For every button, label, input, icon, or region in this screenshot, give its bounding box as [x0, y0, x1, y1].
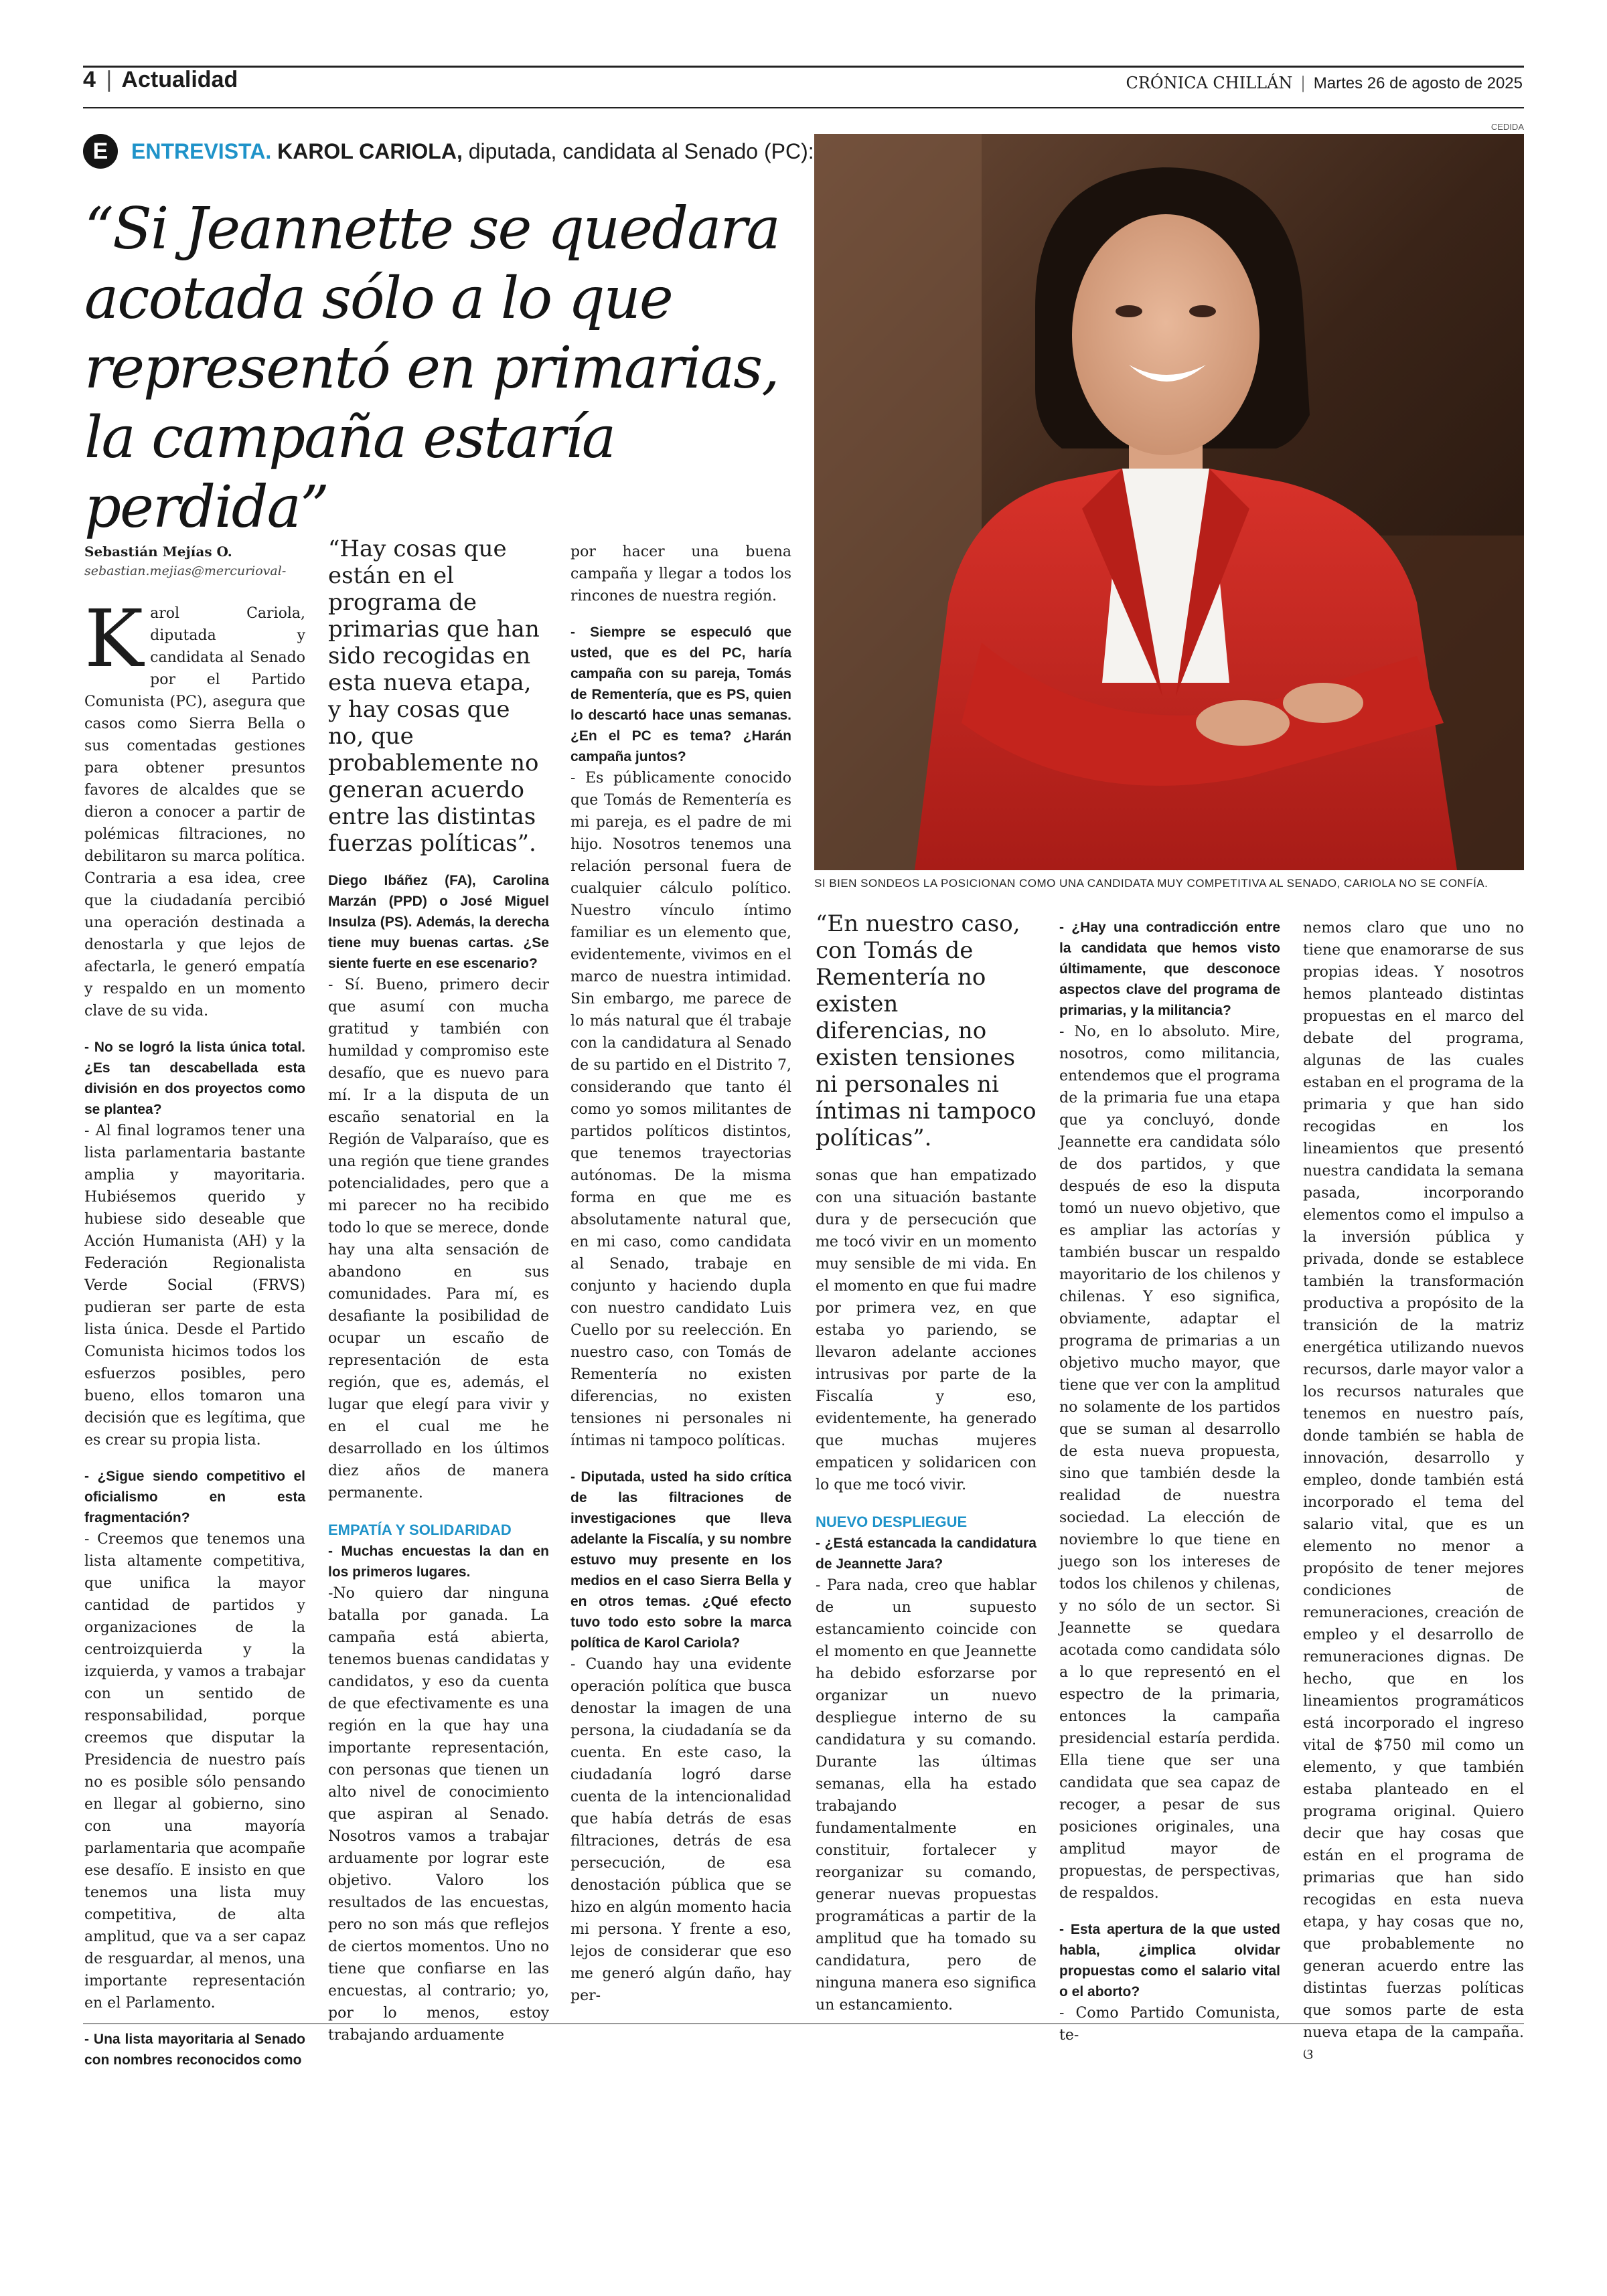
answer: - No, en lo absoluto. Mire, nosotros, como militancia, entendemos que el programa de la primaria fue una etapa que ya concluyó, donde Jeannette era candidata sólo de dos partidos, y que después de eso la disputa tomó un nuevo objetivo, que es ampliar las actorías y también buscar un respaldo mayoritario de los chilenos y chilenas. Y eso significa, obviamente, adaptar el programa de primarias a un objetivo mucho mayor, que tiene que ver con la amplitud no solamente de los partidos que se suman al desarrollo de esta nueva propuesta, sino que también desde la realidad de nuestra sociedad. La elección de noviembre lo que tiene en juego son los intereses de todos los chilenos y chilenas, y no sólo de un sector. Si Jeannette se quedara acotada como candidata sólo a lo que representó en el espectro de la primaria, entonces la campaña presidencial estaría perdida. Ella tiene que ser una candidata que sea capaz de recoger, a pesar de sus posiciones originales, una amplitud mayor de propuestas, de perspectivas, de respaldos.	[1059, 1023, 1280, 1902]
portrait-illustration	[814, 134, 1524, 870]
answer: - Sí. Bueno, primero decir que asumí con mucha gratitud y también con humildad y compromiso este desafío, que es nuevo para mí. Ir a la disputa de un escaño senatorial en la Región de Valparaíso, que es una región que tiene grandes potencialidades, pero que a mi parecer no ha recibido todo lo que se merece, donde hay una alta sensación de abandono en sus comunidades. Para mí, es desafiante la posibilidad de ocupar un escaño de representación de esta región, que es, además, el lugar que elegí para vivir y en el cual me he desarrollado en los últimos diez años de manera permanente.	[328, 977, 549, 1501]
pull-quote-1: “Hay cosas que están en el programa de primarias que han sido recogidas en esta nueva etapa, y hay cosas que no, que probablemente no generan acuerdo entre las distintas fuerzas políticas”.	[328, 536, 540, 857]
section-name: Actualidad	[121, 67, 238, 92]
photo-credit: CEDIDA	[1490, 122, 1524, 132]
answer: - Es públicamente conocido que Tomás de Rementería es mi pareja, es el padre de mi hijo. Nosotros tenemos una relación personal fuera de cualquier cálculo político. Nuestro vínculo íntimo familiar es un elemento que, evidentemente, vivimos en el marco de nuestra intimidad. Sin embargo, me parece de lo más natural que él trabaje con la candidatura al Senado de su partido en el Distrito 7, considerando que tanto él como yo somos militantes de partidos políticos distintos, que tenemos trayectorias autónomas. De la misma forma en que me es absolutamente natural que, en mi caso, como candidata al Senado, trabaje en conjunto y haciendo dupla con nuestro candidato Luis Cuello por su reelección. En nuestro caso, con Tomás de Rementería no existen diferencias, no existen tensiones ni personales ni íntimas ni tampoco políticas.	[570, 770, 791, 1449]
interview-badge: E	[83, 134, 118, 169]
question: - Una lista mayoritaria al Senado con nombres reconocidos como	[84, 2032, 305, 2068]
question: - No se logró la lista única total. ¿Es tan descabellada esta división en dos proyectos como se plantea?	[84, 1040, 305, 1117]
kicker-name: KAROL CARIOLA,	[277, 139, 463, 163]
photo-caption: SI BIEN SONDEOS LA POSICIONAN COMO UNA CANDIDATA MUY COMPETITIVA AL SENADO, CARIOLA NO SE CONFÍA.	[814, 877, 1488, 890]
answer: por hacer una buena campaña y llegar a todos los rincones de nuestra región.	[570, 544, 791, 604]
column-5	[1059, 917, 1280, 2046]
footer-rule	[83, 2023, 1524, 2024]
question: - ¿Sigue siendo competitivo el oficialismo en esta fragmentación?	[84, 1469, 305, 1526]
answer	[1303, 917, 1524, 2066]
subheading: NUEVO DESPLIEGUE	[816, 1513, 968, 1530]
column-6	[1303, 917, 1524, 2066]
issue-date: Martes 26 de agosto de 2025	[1313, 74, 1523, 92]
answer: sonas que han empatizado con una situación bastante dura y de persecución que me tocó vivir en un momento muy sensible de mi vida. En el momento en que fui madre por primera vez, en que estaba yo pariendo, se llevaron adelante acciones intrusivas por parte de la Fiscalía y eso, evidentemente, ha generado que muchas mujeres empaticen y solidaricen con lo que me tocó vivir.	[816, 1167, 1037, 1493]
question: - Siempre se especuló que usted, que es del PC, haría campaña con su pareja, Tomás de Rementería, que es PS, quien lo descartó hace unas semanas. ¿En el PC es tema? ¿Harán campaña juntos?	[570, 625, 791, 764]
publication-name: CRÓNICA CHILLÁN	[1126, 74, 1293, 92]
answer: - Creemos que tenemos una lista altamente competitiva, que unifica la mayor cantidad de partidos y organizaciones de la centroizquierda y la izquierda, y vamos a trabajar con un sentido de responsabilidad, porque creemos que disputar la Presidencia de nuestro país no es posible sólo pensando en llegar al gobierno, sino con una mayoría parlamentaria que acompañe ese desafío. E insisto en que tenemos una lista muy competitiva, de alta amplitud, que va a ser capaz de resguardar, al menos, una importante representación en el Parlamento.	[84, 1531, 305, 2012]
kicker-role: diputada, candidata al Senado (PC):	[468, 139, 814, 163]
answer-text: nemos claro que uno no tiene que enamorarse de sus propias ideas. Y nosotros hemos planteado distintas propuestas en el marco del debate del programa, algunas de las cuales estaban en el programa de la primaria y que han sido recogidas en los lineamientos que presentó nuestra candidata la semana pasada, incorporando elementos como el impulso a la inversión pública y privada, donde se establece también la transformación productiva a propósito de la transición de la matriz energética utilizando nuevos recursos, darle mayor valor a los recursos naturales que tenemos en nuestro país, donde también se habla de innovación, desarrollo y empleo, donde también está incorporado el tema del salario vital, que es un elemento no menor a propósito de tener mejores condiciones de remuneraciones, creación de empleo y el desarrollo de remuneraciones dignas. De hecho, que en los lineamientos programáticos está incorporado el ingreso vital de $750 mil como un elemento, y que también estaba planteado en el programa original. Quiero decir que hay cosas que están en el programa de primarias que han sido recogidas en esta nueva etapa, y hay cosas que no, que probablemente no generan acuerdo entre las distintas fuerzas políticas que somos parte de esta nueva etapa de la campaña.	[1303, 920, 1524, 2041]
question: Diego Ibáñez (FA), Carolina Marzán (PPD) o José Miguel Insulza (PS). Además, la derecha tiene muy buenas cartas. ¿Se siente fuerte en ese escenario?	[328, 873, 549, 971]
question: - ¿Hay una contradicción entre la candidata que hemos visto últimamente, que desconoce aspectos clave del programa de primarias, y la militancia?	[1059, 920, 1280, 1018]
kicker-label: ENTREVISTA.	[131, 139, 272, 163]
answer: - Al final logramos tener una lista parlamentaria bastante amplia y mayoritaria. Hubiésemos querido y hubiese sido deseable que Acción Humanista (AH) y la Federación Regionalista Verde Social (FRVS) pudieran ser parte de esta lista única. Desde el Partido Comunista hicimos todos los esfuerzos posibles, pero bueno, ellos tomaron una decisión que es legítima, que es crear su propia lista.	[84, 1123, 305, 1449]
answer: - Para nada, creo que hablar de un supuesto estancamiento coincide con el momento en que Jeannette ha debido esforzarse por organizar un nuevo despliegue interno de su candidatura y su comando. Durante las últimas semanas, ella ha estado trabajando fundamentalmente en constituir, fortalecer y reorganizar su comando, generar nuevas propuestas programáticas a partir de la amplitud que ha tomado su candidatura, pero de ninguna manera eso significa un estancamiento.	[816, 1577, 1037, 2014]
answer: -No quiero dar ninguna batalla por ganada. La campaña está abierta, tenemos buenas candidatas y candidatos, y eso da cuenta de que efectivamente es una región en la que hay una importante representación, con personas que tienen un alto nivel de conocimiento que aspiran al Senado. Nosotros vamos a trabajar arduamente por lograr este objetivo. Valoro los resultados de las encuestas, pero no son más que reflejos de ciertos momentos. Uno no tiene que confiarse en las encuestas, al contrario; yo, por lo menos, estoy trabajando arduamente	[328, 1585, 549, 2044]
end-mark-icon: ଓ	[1303, 2046, 1314, 2063]
page-number: 4	[83, 67, 96, 92]
answer: - Cuando hay una evidente operación política que busca denostar la imagen de una persona, la ciudadanía se da cuenta. En este caso, la ciudadanía logró darse cuenta de la intencionalidad que había detrás de esas filtraciones, detrás de esa persecución, de esa denostación pública que se hizo en algún momento hacia mi persona. Y frente a eso, lejos de considerar que eso me generó algún daño, hay per-	[570, 1656, 791, 2004]
header-rule	[83, 107, 1524, 108]
column-4	[816, 1165, 1037, 2016]
top-rule	[83, 66, 1524, 68]
intro-paragraph	[84, 592, 305, 1022]
byline-author: Sebastián Mejías O.	[84, 544, 232, 560]
masthead-info: CRÓNICA CHILLÁN | Martes 26 de agosto de 2025	[1126, 74, 1523, 92]
pull-quote-2: “En nuestro caso, con Tomás de Rementería no existen diferencias, no existen tensiones ni personales ni íntimas ni tampoco políticas”.	[816, 910, 1037, 1151]
portrait-photo	[814, 134, 1524, 870]
page-folio: 4 | Actualidad	[83, 67, 238, 92]
kicker-line	[131, 139, 814, 164]
column-3	[570, 541, 791, 2007]
subheading: EMPATÍA Y SOLIDARIDAD	[328, 1522, 512, 1538]
question: - ¿Está estancada la candidatura de Jeannette Jara?	[816, 1536, 1037, 1572]
answer: - Como Partido Comunista, te-	[1059, 2005, 1280, 2044]
question: - Diputada, usted ha sido crítica de las filtraciones de investigaciones que lleva adelante la Fiscalía, y su nombre estuvo muy presente en los medios en el caso Sierra Bella y en otros temas. ¿Qué efecto tuvo todo esto sobre la marca política de Karol Cariola?	[570, 1469, 791, 1651]
question: - Esta apertura de la que usted habla, ¿implica olvidar propuestas como el salario vital o el aborto?	[1059, 1922, 1280, 1999]
byline-email: sebastian.mejias@mercurioval-	[84, 564, 287, 578]
drop-cap: K	[84, 592, 144, 685]
column-2	[328, 870, 549, 2046]
question: - Muchas encuestas la dan en los primeros lugares.	[328, 1544, 549, 1580]
intro-text: arol Cariola, diputada y candidata al Senado por el Partido Comunista (PC), asegura que casos como Sierra Bella o sus comentadas gestiones para obtener presuntos favores de alcaldes que se dieron a conocer a partir de polémicas filtraciones, no debilitaron su marca política. Contraria a esa idea, cree que la ciudadanía percibió una operación destinada a denostarla y que lejos de afectarla, le generó empatía y respaldo en un momento clave de su vida.	[84, 605, 305, 1019]
column-1	[84, 592, 305, 2070]
headline: “Si Jeannette se quedara acotada sólo a lo que representó en primarias, la campaña estaría perdida”	[84, 195, 779, 541]
